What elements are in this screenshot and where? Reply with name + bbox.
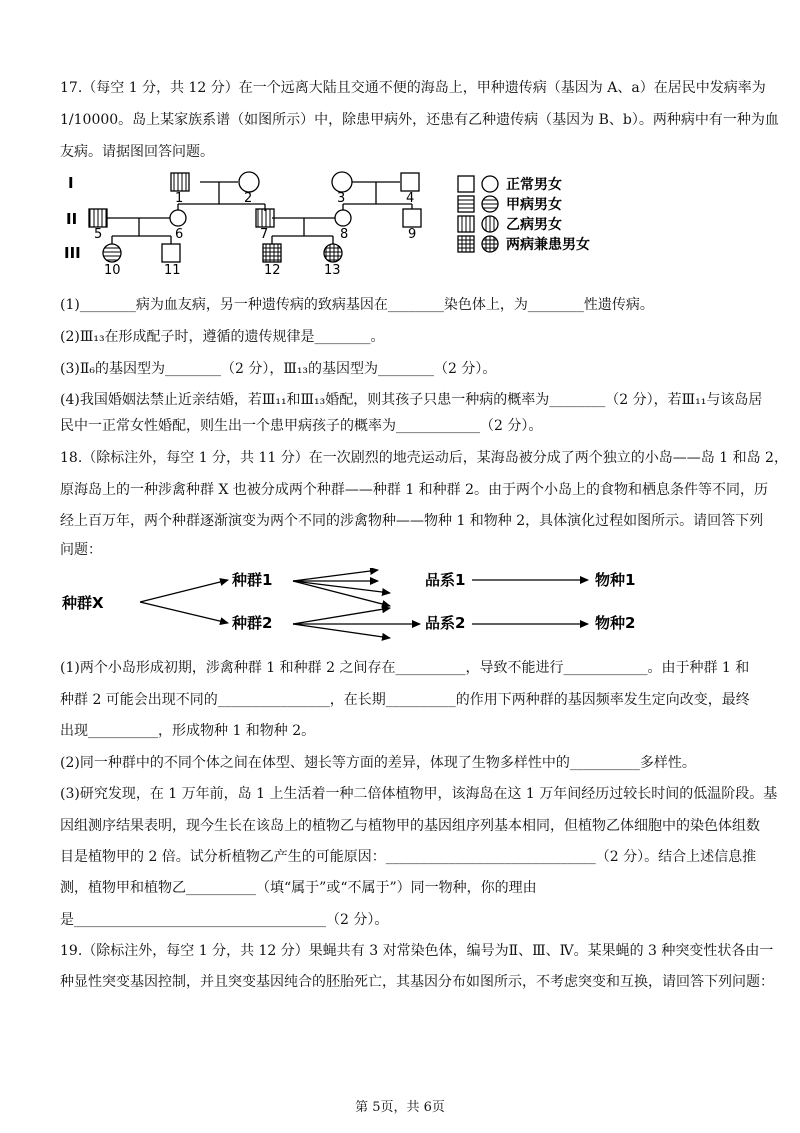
- individual-5-male-disease-b: [89, 209, 107, 227]
- individual-4-male-normal: [401, 173, 419, 191]
- strain-1-label: 品系1: [425, 571, 466, 589]
- individual-number: 12: [264, 263, 281, 278]
- individual-number: 3: [337, 191, 346, 206]
- q17-line-1: 17.（每空 1 分，共 12 分）在一个远离大陆且交通不便的海岛上，甲种遗传病（基因为 A、a）在居民中发病率为: [60, 80, 766, 96]
- q17-question-4a: (4)我国婚姻法禁止近亲结婚，若Ⅲ₁₁和Ⅲ₁₃婚配，则其孩子只患一种病的概率为________（2 分），若Ⅲ₁₁与该岛居: [60, 392, 763, 408]
- individual-13-female-both-diseases: [324, 244, 342, 262]
- individual-number: 11: [164, 263, 181, 278]
- individual-number: 6: [175, 227, 184, 242]
- evolution-diagram: [60, 568, 720, 648]
- individual-2-female-normal: [239, 172, 259, 192]
- legend-disease-a: 甲病男女: [506, 197, 562, 213]
- individual-number: 5: [94, 227, 103, 242]
- individual-number: 10: [104, 263, 121, 278]
- individual-8-female-normal: [335, 210, 351, 226]
- strain-2-label: 品系2: [425, 614, 466, 632]
- q18-line-1: 18.（除标注外，每空 1 分，共 11 分）在一次剧烈的地壳运动后，某海岛被分成了两个独立的小岛——岛 1 和岛 2，: [60, 450, 788, 466]
- q18-question-1a: (1)两个小岛形成初期，涉禽种群 1 和种群 2 之间存在__________，导致不能进行____________。由于种群 1 和: [60, 660, 750, 676]
- q18-question-3b: 因组测序结果表明，现今生长在该岛上的植物乙与植物甲的基因组序列基本相同，但植物乙体细胞中的染色体组数: [60, 818, 760, 834]
- individual-12-male-both-diseases: [263, 244, 281, 262]
- q17-question-2: (2)Ⅲ₁₃在形成配子时，遵循的遗传规律是________。: [60, 329, 385, 345]
- individual-number: 8: [340, 227, 349, 242]
- q17-line-2: 1/10000。岛上某家族系谱（如图所示）中，除患甲病外，还患有乙种遗传病（基因为 B、b）。两种病中有一种为血: [60, 112, 779, 128]
- q18-line-3: 经上百万年，两个种群逐渐演变为两个不同的涉禽物种——物种 1 和物种 2，具体演化过程如图所示。请回答下列: [60, 513, 764, 529]
- pedigree-chart: [60, 166, 700, 281]
- q18-question-3c: 目是植物甲的 2 倍。试分析植物乙产生的可能原因：______________________________（2 分）。结合上述信息推: [60, 849, 757, 865]
- legend-normal: 正常男女: [506, 177, 562, 193]
- q18-question-1c: 出现__________，形成物种 1 和物种 2。: [60, 723, 316, 739]
- generation-label: III: [64, 244, 81, 262]
- individual-11-male-normal: [162, 244, 180, 262]
- individual-number: 9: [408, 227, 417, 242]
- individual-7-male-disease-b: [256, 209, 274, 227]
- q18-line-2: 原海岛上的一种涉禽种群 X 也被分成两个种群——种群 1 和种群 2。由于两个小岛上的食物和栖息条件等不同，历: [60, 482, 769, 498]
- q18-question-3a: (3)研究发现，在 1 万年前，岛 1 上生活着一种二倍体植物甲，该海岛在这 1 万年间经历过较长时间的低温阶段。基: [60, 786, 778, 802]
- species-1-label: 物种1: [595, 571, 636, 589]
- individual-number: 4: [406, 191, 415, 206]
- individual-number: 7: [260, 227, 269, 242]
- q17-question-3: (3)Ⅱ₆的基因型为________（2 分），Ⅲ₁₃的基因型为________（2 分）。: [60, 361, 497, 377]
- legend-both: 两病兼患男女: [506, 237, 590, 253]
- population-1-label: 种群1: [232, 571, 273, 589]
- individual-3-female-normal: [332, 172, 352, 192]
- q19-line-1: 19.（除标注外，每空 1 分，共 12 分）果蝇共有 3 对常染色体，编号为Ⅱ、Ⅲ、Ⅳ。某果蝇的 3 种突变性状各由一: [60, 943, 774, 959]
- individual-10-female-disease-a: [103, 244, 121, 262]
- q18-question-2: (2)同一种群中的不同个体之间在体型、翅长等方面的差异，体现了生物多样性中的__________多样性。: [60, 755, 696, 771]
- q18-question-3e: 是____________________________________（2 分）。: [60, 912, 389, 928]
- generation-label: I: [68, 174, 74, 192]
- population-x-label: 种群X: [62, 594, 104, 612]
- individual-number: 2: [244, 191, 253, 206]
- legend-disease-b: 乙病男女: [506, 217, 562, 233]
- q17-question-4b: 民中一正常女性婚配，则生出一个患甲病孩子的概率为____________（2 分）。: [60, 418, 543, 434]
- individual-1-male-disease-b: [171, 173, 189, 191]
- q17-line-3: 友病。请据图回答问题。: [60, 144, 214, 160]
- q18-line-4: 问题：: [60, 542, 102, 558]
- individual-9-male-normal: [403, 209, 421, 227]
- q18-question-3d: 测，植物甲和植物乙__________（填“属于”或“不属于”）同一物种，你的理由: [60, 880, 537, 896]
- individual-6-female-normal: [170, 210, 186, 226]
- population-2-label: 种群2: [232, 614, 273, 632]
- q17-question-1: (1)________病为血友病，另一种遗传病的致病基因在________染色体上，为________性遗传病。: [60, 297, 654, 313]
- species-2-label: 物种2: [595, 614, 636, 632]
- pedigree-legend: [458, 176, 590, 253]
- generation-label: II: [66, 210, 78, 228]
- page-number-footer: 第 5页，共 6页: [355, 1100, 445, 1115]
- q19-line-2: 种显性突变基因控制，并且突变基因纯合的胚胎死亡，其基因分布如图所示，不考虑突变和互换，请回答下列问题：: [60, 974, 774, 990]
- individual-number: 13: [324, 263, 341, 278]
- q18-question-1b: 种群 2 可能会出现不同的________________，在长期__________的作用下两种群的基因频率发生定向改变，最终: [60, 692, 750, 708]
- individual-number: 1: [175, 191, 184, 206]
